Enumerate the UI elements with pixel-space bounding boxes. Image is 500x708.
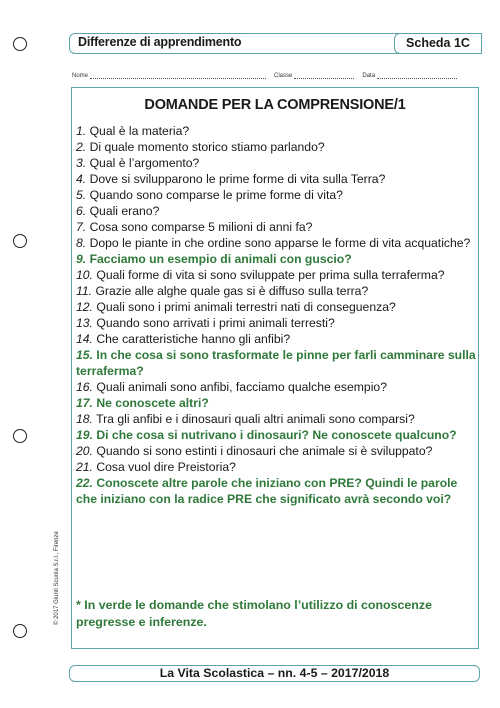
question-number: 13. bbox=[76, 316, 93, 330]
binder-hole-3 bbox=[13, 429, 27, 443]
question-number: 3. bbox=[76, 156, 87, 170]
question-number: 2. bbox=[76, 140, 87, 154]
question-number: 1. bbox=[76, 124, 87, 138]
question-text: In che cosa si sono trasformate le pinne per farli camminare sulla terraferma? bbox=[76, 348, 476, 378]
question-number: 6. bbox=[76, 204, 87, 218]
question-item bbox=[76, 235, 476, 251]
question-item bbox=[76, 395, 476, 411]
question-list bbox=[76, 123, 476, 507]
question-text: Facciamo un esempio di animali con guscio? bbox=[89, 252, 352, 266]
question-number: 5. bbox=[76, 188, 87, 202]
question-text: Qual è l’argomento? bbox=[89, 156, 200, 170]
header-title: Differenze di apprendimento bbox=[78, 35, 242, 49]
name-label: Nome bbox=[72, 73, 89, 79]
question-number: 4. bbox=[76, 172, 87, 186]
question-text: Conoscete altre parole che iniziano con PRE? Quindi le parole che iniziano con la radice PRE che significato avrà secondo voi? bbox=[76, 476, 458, 506]
question-item bbox=[76, 283, 476, 299]
binder-hole-1 bbox=[13, 37, 27, 51]
question-item bbox=[76, 299, 476, 315]
question-number: 20. bbox=[76, 444, 93, 458]
class-label: Classe bbox=[274, 73, 293, 79]
question-item bbox=[76, 139, 476, 155]
question-item bbox=[76, 459, 476, 475]
binder-hole-4 bbox=[13, 624, 27, 638]
green-note: * In verde le domande che stimolano l’utilizzo di conoscenze pregresse e inferenze. bbox=[76, 598, 432, 629]
question-text: Tra gli anfibi e i dinosauri quali altri animali sono comparsi? bbox=[96, 412, 415, 426]
question-item bbox=[76, 443, 476, 459]
question-item bbox=[76, 379, 476, 395]
question-text: Di che cosa si nutrivano i dinosauri? Ne conoscete qualcuno? bbox=[96, 428, 457, 442]
question-number: 8. bbox=[76, 236, 87, 250]
question-number: 19. bbox=[76, 428, 93, 442]
header-bar bbox=[69, 33, 482, 54]
question-text: Cosa vuol dire Preistoria? bbox=[96, 460, 236, 474]
question-number: 21. bbox=[76, 460, 93, 474]
question-text: Cosa sono comparse 5 milioni di anni fa? bbox=[89, 220, 313, 234]
question-number: 10. bbox=[76, 268, 93, 282]
question-text: Quali forme di vita si sono sviluppate per prima sulla terraferma? bbox=[96, 268, 445, 282]
question-text: Ne conoscete altri? bbox=[96, 396, 209, 410]
class-field[interactable] bbox=[294, 72, 354, 79]
name-field[interactable] bbox=[90, 72, 266, 79]
card-title: DOMANDE PER LA COMPRENSIONE/1 bbox=[144, 97, 406, 113]
question-item bbox=[76, 203, 476, 219]
question-number: 22. bbox=[76, 476, 93, 490]
question-number: 7. bbox=[76, 220, 87, 234]
question-text: Grazie alle alghe quale gas si è diffuso sulla terra? bbox=[95, 284, 369, 298]
question-number: 17. bbox=[76, 396, 93, 410]
question-item bbox=[76, 347, 476, 379]
question-number: 18. bbox=[76, 412, 93, 426]
question-text: Quando sono arrivati i primi animali terresti? bbox=[96, 316, 335, 330]
question-text: Dopo le piante in che ordine sono apparse le forme di vita acquatiche? bbox=[89, 236, 471, 250]
date-field[interactable] bbox=[377, 72, 457, 79]
question-item bbox=[76, 411, 476, 427]
question-item bbox=[76, 315, 476, 331]
questions-card bbox=[71, 87, 479, 649]
question-text: Dove si svilupparono le prime forme di vita sulla Terra? bbox=[89, 172, 386, 186]
question-text: Quali animali sono anfibi, facciamo qualche esempio? bbox=[96, 380, 387, 394]
binder-hole-2 bbox=[13, 234, 27, 248]
question-text: Qual è la materia? bbox=[89, 124, 190, 138]
question-number: 15. bbox=[76, 348, 93, 362]
date-label: Data bbox=[362, 73, 376, 79]
question-item bbox=[76, 219, 476, 235]
question-number: 9. bbox=[76, 252, 87, 266]
question-item bbox=[76, 251, 476, 267]
question-text: Quando si sono estinti i dinosauri che animale si è sviluppato? bbox=[96, 444, 433, 458]
question-text: Che caratteristiche hanno gli anfibi? bbox=[96, 332, 291, 346]
question-text: Quali erano? bbox=[89, 204, 160, 218]
question-number: 14. bbox=[76, 332, 93, 346]
question-item bbox=[76, 331, 476, 347]
student-fields bbox=[72, 69, 478, 79]
worksheet-tab: Scheda 1C bbox=[394, 33, 482, 54]
question-text: Di quale momento storico stiamo parlando? bbox=[89, 140, 325, 154]
question-item bbox=[76, 267, 476, 283]
question-text: Quando sono comparse le prime forme di vita? bbox=[89, 188, 343, 202]
question-number: 11. bbox=[76, 284, 93, 298]
question-text: Quali sono i primi animali terrestri nati di conseguenza? bbox=[96, 300, 396, 314]
copyright: © 2017 Giunti Scuola S.r.l., Firenze bbox=[54, 531, 60, 625]
question-item bbox=[76, 171, 476, 187]
question-item bbox=[76, 427, 476, 443]
question-item bbox=[76, 155, 476, 171]
footer: La Vita Scolastica – nn. 4-5 – 2017/2018 bbox=[69, 665, 480, 682]
question-item bbox=[76, 187, 476, 203]
question-item bbox=[76, 475, 476, 507]
question-number: 16. bbox=[76, 380, 93, 394]
question-item bbox=[76, 123, 476, 139]
question-number: 12. bbox=[76, 300, 93, 314]
